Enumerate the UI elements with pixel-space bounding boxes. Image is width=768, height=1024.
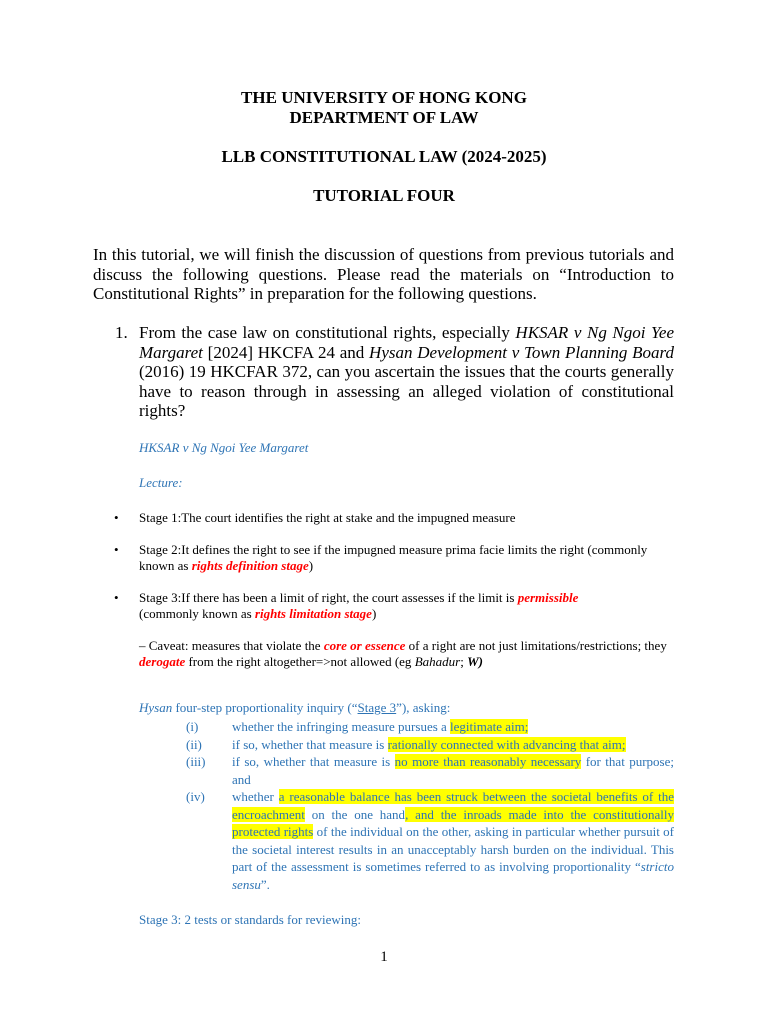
stage-2-part: Stage 2:It defines the right to see if the impugned measure prima facie limits the right (commonly known as <box>139 542 648 573</box>
hysan-intro-part: ”), asking: <box>396 700 451 715</box>
stage-3-part: (commonly known as <box>139 606 255 621</box>
question-number: 1. <box>115 323 128 342</box>
permissible-term: permissible <box>517 590 579 605</box>
rights-definition-term: rights definition stage <box>191 558 309 573</box>
highlighted-text: a reasonable balance has been struck between the societal benefits of the encroachment <box>232 789 674 822</box>
intro-paragraph: In this tutorial, we will finish the discussion of questions from previous tutorials and discuss the following questions. Please read the materials on “Introduction to Constitutional Rights” in preparation for the following questions. <box>93 245 674 303</box>
lecture-label: Lecture: <box>139 475 183 490</box>
page-number: 1 <box>380 949 388 965</box>
hysan-intro <box>139 700 450 716</box>
stage-2-text <box>139 542 674 574</box>
stage-3-text <box>139 590 674 622</box>
stricto-sensu-term: stricto sensu <box>232 859 674 892</box>
step-i-text <box>232 718 674 736</box>
question-1 <box>139 323 674 421</box>
step-text: of the individual on the other, asking in particular whether pursuit of the societal interest results in an unacceptably harsh burden on the individual. This part of the assessment is sometimes referred to as involving proportionality “ <box>232 824 674 874</box>
course-title: LLB CONSTITUTIONAL LAW (2024-2025) <box>221 147 547 166</box>
step-text: whether <box>232 789 279 804</box>
step-number: (iii) <box>186 754 206 769</box>
caveat-part: of a right are not just limitations/restrictions; they <box>405 638 667 653</box>
question-text: (2016) 19 HKCFAR 372, can you ascertain the issues that the courts generally have to reason through in assessing an alleged violation of constitutional rights? <box>139 362 674 420</box>
step-text: ”. <box>260 876 270 892</box>
department-title: DEPARTMENT OF LAW <box>289 108 479 127</box>
caveat-text <box>139 638 674 670</box>
step-text: for that purpose; and <box>232 754 674 787</box>
step-number: (ii) <box>186 737 202 752</box>
question-text: From the case law on constitutional rights, especially <box>139 323 516 342</box>
step-iii-text <box>232 753 674 788</box>
highlighted-text: legitimate aim; <box>450 719 529 734</box>
stage-3-tests: Stage 3: 2 tests or standards for reviewing: <box>139 912 362 927</box>
step-number: (i) <box>186 719 199 734</box>
hysan-case-name: Hysan <box>139 700 173 715</box>
core-essence-term: core or essence <box>323 638 406 653</box>
university-title: THE UNIVERSITY OF HONG KONG <box>241 88 527 107</box>
bullet-icon: • <box>114 510 119 525</box>
step-text: whether the infringing measure pursues a <box>232 719 451 734</box>
caveat-part: – Caveat: measures that violate the <box>139 638 324 653</box>
step-text: if so, whether that measure is <box>232 737 388 752</box>
step-text: if so, whether that measure is <box>232 754 395 769</box>
bullet-icon: • <box>114 542 119 557</box>
stage-1-text: Stage 1:The court identifies the right at stake and the impugned measure <box>139 510 516 525</box>
hysan-intro-part: four-step proportionality inquiry (“ <box>172 700 358 715</box>
stage-3-ref: Stage 3 <box>357 700 397 715</box>
stage-3-part: Stage 3:If there has been a limit of right, the court assesses if the limit is <box>139 590 518 605</box>
highlighted-text: , and the inroads made into the constitutionally protected rights <box>232 806 675 839</box>
rights-limitation-term: rights limitation stage <box>254 606 372 621</box>
highlighted-text: no more than reasonably necessary <box>394 754 582 769</box>
step-iv-text <box>232 788 674 893</box>
stage-2-part: ) <box>308 558 314 573</box>
case-name: Bahadur <box>414 654 461 669</box>
step-number: (iv) <box>186 789 205 804</box>
case-heading: HKSAR v Ng Ngoi Yee Margaret <box>139 440 309 455</box>
question-text: [2024] HKCFA 24 and <box>202 342 370 362</box>
case-name: W) <box>467 654 483 669</box>
derogate-term: derogate <box>139 654 186 669</box>
tutorial-title: TUTORIAL FOUR <box>313 186 455 205</box>
caveat-part: ; <box>460 654 468 669</box>
step-ii-text <box>232 736 674 754</box>
caveat-part: from the right altogether=>not allowed (eg <box>185 654 415 669</box>
step-text: on the one hand <box>304 806 406 822</box>
stage-3-part: ) <box>371 606 377 621</box>
case-name: HKSAR v Ng Ngoi Yee Margaret <box>139 323 674 362</box>
highlighted-text: rationally connected with advancing that aim; <box>387 737 626 752</box>
bullet-icon: • <box>114 590 119 605</box>
case-name: Hysan Development v Town Planning Board <box>369 342 674 362</box>
